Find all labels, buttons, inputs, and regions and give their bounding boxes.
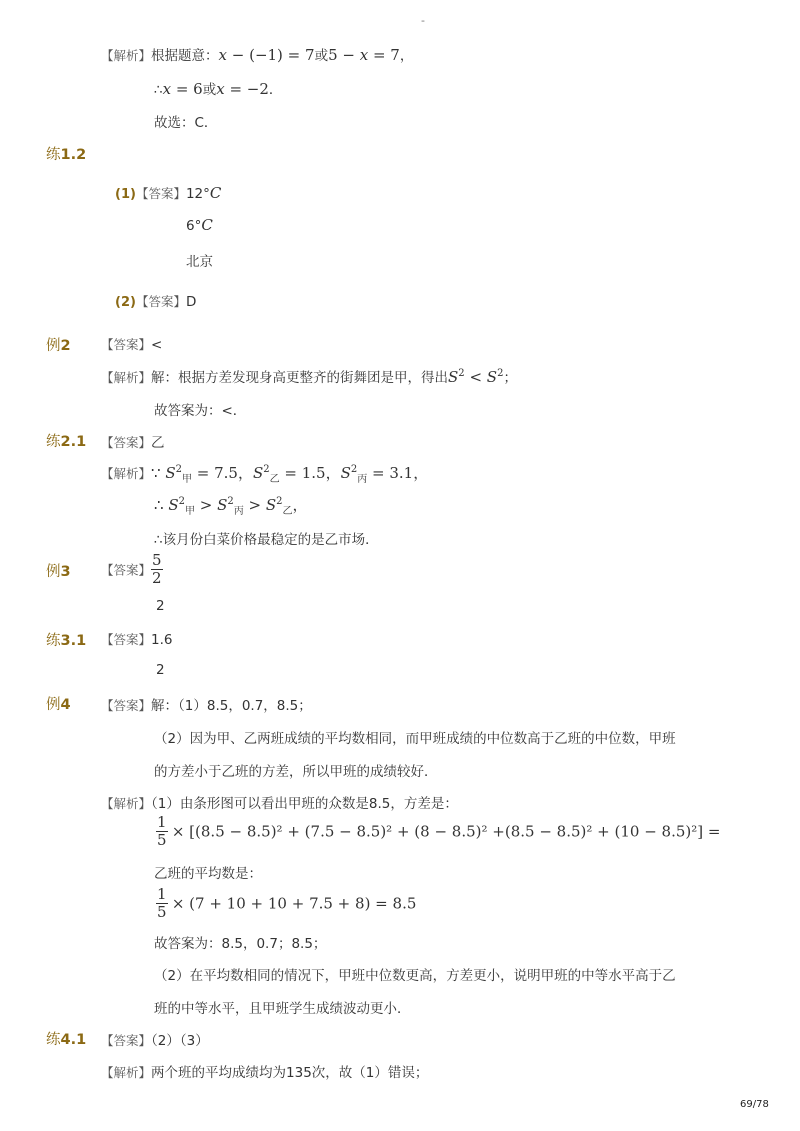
conclusion-l21: ∴该月份白菜价格最稳定的是乙市场．: [154, 532, 379, 548]
label-lian-3-1: 练3.1: [46, 633, 87, 649]
label-li-3: 例3: [46, 564, 71, 580]
analysis-tag: 【解析】: [101, 466, 152, 481]
conclusion-1: 故选：C．: [154, 115, 218, 131]
analysis-e2: 【解析】解：根据方差发现身高更整齐的街舞团是甲，得出$S^2 < S^2$；: [101, 368, 517, 386]
or-text: 或: [202, 82, 217, 98]
variance-order: ∴ $S^2_甲 > S^2_丙 > S^2_乙$，: [154, 496, 308, 517]
analysis-line-5: 班的中等水平，且甲班学生成绩波动更小．: [154, 1001, 411, 1017]
sub-number: (2): [115, 295, 136, 310]
analysis-line-4: （2）在平均数相同的情况下，甲班中位数更高，方差更小，说明甲班的中等水平高于乙: [154, 968, 676, 984]
answer-value: D: [185, 294, 197, 310]
label-lian-1-2: 练1.2: [46, 147, 87, 163]
solution-line: ∴x = 6或x = −2．: [154, 80, 283, 98]
answer-value: 乙: [151, 435, 165, 451]
analysis-tag: 【解析】: [101, 48, 152, 63]
sub-number: (1): [115, 187, 136, 202]
analysis-tag: 【解析】: [101, 1065, 152, 1080]
variance-expression: × [(8.5 − 8.5)² + (7.5 − 8.5)² + (8 − 8.5)² +(8.5 − 8.5)² + (10 − 8.5)²] =: [171, 822, 721, 841]
answer-tag: 【答案】: [101, 337, 152, 352]
mean-expression: × (7 + 10 + 10 + 7.5 + 8) = 8.5: [171, 894, 417, 913]
answer-tag: 【答案】: [101, 1033, 152, 1048]
equation: x − (−1) = 7: [218, 46, 315, 64]
answer-tag: 【答案】: [101, 562, 152, 578]
answer-e4: [101, 694, 312, 714]
answer-value: 1.6: [151, 632, 173, 648]
analysis-text: 解：根据方差发现身高更整齐的街舞团是甲，得出: [151, 370, 449, 386]
analysis-line: （1）由条形图可以看出甲班的众数是8.5，方差是：: [151, 796, 458, 812]
analysis-text: 两个班的平均成绩均为135次，故（1）错误；: [151, 1065, 429, 1081]
answer-tag: 【答案】: [135, 186, 186, 201]
answer-1-2-1: [115, 184, 221, 202]
page-number: 69/78: [740, 1099, 769, 1110]
answer-l31: [101, 630, 173, 648]
analysis-l21: [101, 462, 428, 483]
answer-tag: 【答案】: [135, 294, 186, 309]
conclusion-e2: 故答案为：<．: [154, 403, 247, 419]
answer-e3: [101, 552, 163, 587]
analysis-text: 根据题意：: [151, 48, 219, 64]
analysis-tag: 【解析】: [101, 370, 152, 385]
fraction: $\frac{5}{2}$: [152, 551, 162, 587]
analysis-tag: 【解析】: [101, 796, 152, 811]
equation-2: 5 − x = 7: [328, 46, 400, 64]
label-lian-4-1: 练4.1: [46, 1032, 87, 1048]
fraction: $\frac{1}{5}$: [157, 813, 167, 849]
analysis-line-2: 乙班的平均数是：: [154, 866, 262, 882]
answer-value: （2）（3）: [151, 1033, 209, 1049]
answer-1-2-2: [115, 292, 196, 310]
solution-1: x = 6: [162, 80, 203, 98]
variance-formula: [156, 814, 720, 849]
answer-line-2: （2）因为甲、乙两班成绩的平均数相同，而甲班成绩的中位数高于乙班的中位数，甲班: [154, 731, 676, 747]
answer-value: <: [151, 337, 163, 353]
label-li-4: 例4: [46, 697, 71, 713]
answer-tag: 【答案】: [101, 435, 152, 450]
solution-2: x = −2: [216, 80, 269, 98]
answer-l21: [101, 431, 165, 451]
unit-c: C: [209, 184, 222, 202]
variance-compare: $S^2 < S^2$: [448, 368, 504, 386]
variance-values: ∵ $S^2_甲 = 7.5$，$S^2_乙 = 1.5$，$S^2_丙 = 3.1$，: [151, 464, 429, 485]
answer-line-3: 的方差小于乙班的方差，所以甲班的成绩较好．: [154, 764, 438, 780]
answer-tag: 【答案】: [101, 632, 152, 647]
fraction: $\frac{1}{5}$: [157, 885, 167, 921]
analysis-1: 【解析】根据题意：x − (−1) = 7或5 − x = 7，: [101, 46, 414, 64]
city-answer: 北京: [186, 254, 213, 270]
analysis-e4: [101, 792, 458, 812]
temperature-2: 6°C: [186, 216, 213, 234]
extra-l31: 2: [156, 662, 165, 678]
therefore-symbol: ∴: [154, 82, 163, 98]
extra-e3: 2: [156, 598, 165, 614]
answer-line: 解：（1）8.5，0.7，8.5；: [151, 698, 312, 714]
or-text: 或: [314, 48, 329, 64]
answer-l41: [101, 1029, 209, 1049]
header-mark: -: [421, 14, 425, 27]
mean-formula: [156, 886, 416, 921]
analysis-l41: [101, 1061, 428, 1081]
analysis-line-3: 故答案为：8.5，0.7；8.5；: [154, 936, 327, 952]
temperature-1: 12°: [185, 186, 210, 202]
label-lian-2-1: 练2.1: [46, 434, 87, 450]
label-li-2: 例2: [46, 338, 71, 354]
answer-e2: [101, 335, 162, 353]
answer-tag: 【答案】: [101, 698, 152, 713]
